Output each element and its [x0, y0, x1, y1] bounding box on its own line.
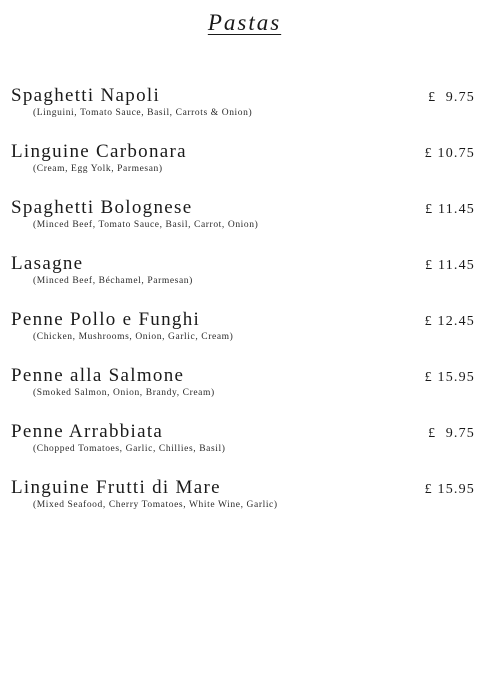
menu-item-price: £ 15.95: [424, 370, 475, 385]
menu-item: [11, 85, 477, 141]
menu-item-description: (Chicken, Mushrooms, Onion, Garlic, Cream): [33, 332, 234, 342]
menu-item: [11, 421, 477, 477]
menu-item-name: Penne Arrabbiata: [11, 421, 164, 442]
menu-item-description: (Mixed Seafood, Cherry Tomatoes, White Wine, Garlic): [33, 500, 278, 510]
menu-item-description: (Minced Beef, Béchamel, Parmesan): [33, 276, 193, 286]
menu-item-description: (Linguini, Tomato Sauce, Basil, Carrots & Onion): [33, 108, 253, 118]
menu-list: [11, 85, 477, 533]
menu-item-price: £ 10.75: [424, 146, 475, 161]
menu-item: [11, 141, 477, 197]
menu-item-description: (Minced Beef, Tomato Sauce, Basil, Carrot, Onion): [33, 220, 259, 230]
menu-item-name: Penne Pollo e Funghi: [11, 309, 201, 330]
menu-item-name: Linguine Frutti di Mare: [11, 477, 221, 498]
menu-item-price: £ 9.75: [428, 426, 475, 441]
menu-item: [11, 253, 477, 309]
menu-item: [11, 365, 477, 421]
menu-item-name: Spaghetti Bolognese: [11, 197, 193, 218]
menu-item-price: £ 12.45: [424, 314, 475, 329]
menu-item-price: £ 15.95: [424, 482, 475, 497]
menu-item-name: Spaghetti Napoli: [11, 85, 161, 106]
menu-item-description: (Cream, Egg Yolk, Parmesan): [33, 164, 163, 174]
menu-item-description: (Smoked Salmon, Onion, Brandy, Cream): [33, 388, 215, 398]
menu-item-name: Penne alla Salmone: [11, 365, 185, 386]
menu-item-price: £ 9.75: [428, 90, 475, 105]
menu-item-price: £ 11.45: [425, 202, 475, 217]
menu-item-description: (Chopped Tomatoes, Garlic, Chillies, Basil): [33, 444, 226, 454]
page-title: Pastas: [207, 10, 282, 35]
menu-item-price: £ 11.45: [425, 258, 475, 273]
menu-item: [11, 309, 477, 365]
menu-item: [11, 197, 477, 253]
menu-item: [11, 477, 477, 533]
menu-item-name: Lasagne: [11, 253, 84, 274]
menu-item-name: Linguine Carbonara: [11, 141, 187, 162]
